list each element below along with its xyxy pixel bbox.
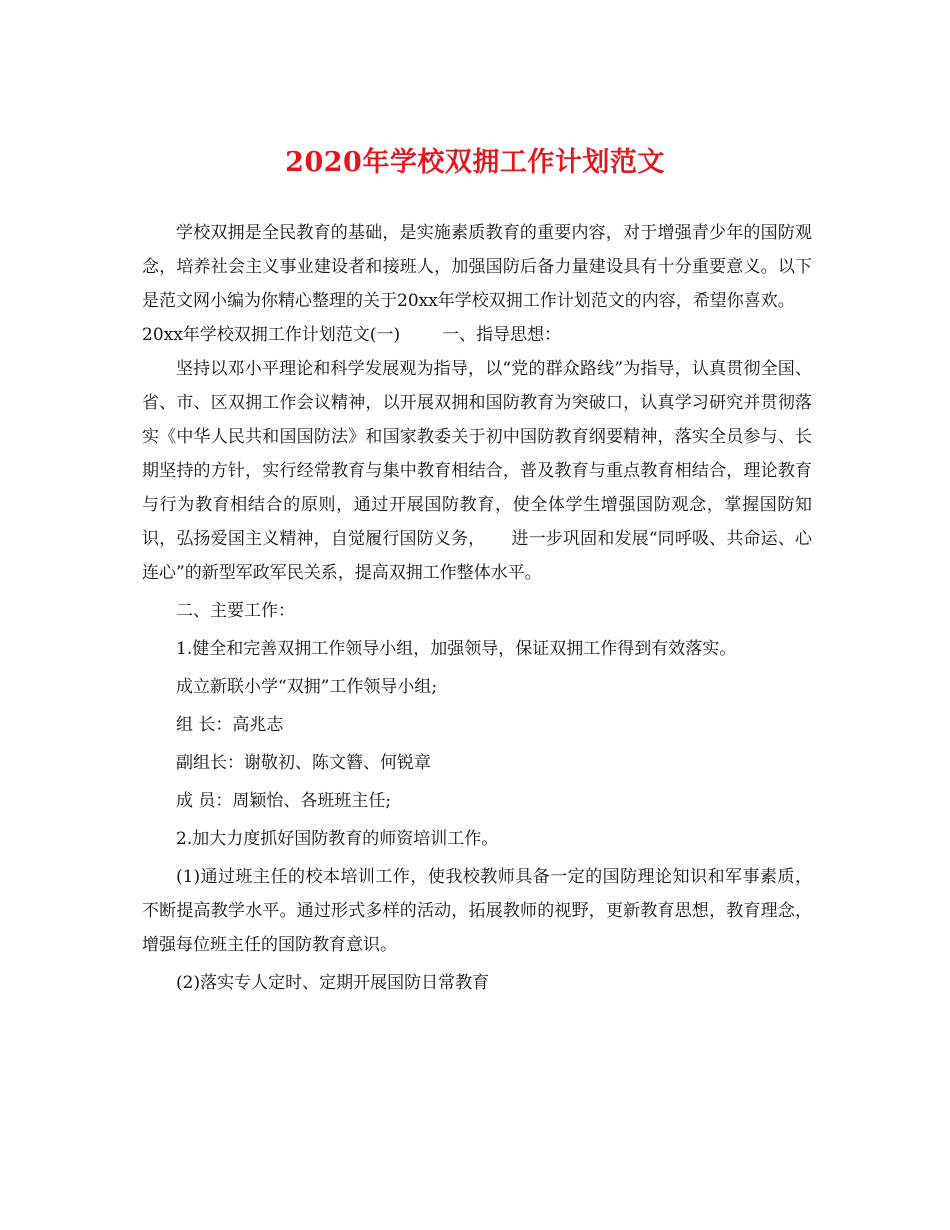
plan-title: 20xx年学校双拥工作计划范文(一) xyxy=(142,325,401,345)
work-item-2: 2.加大力度抓好国防教育的师资培训工作。 xyxy=(176,829,499,849)
leader-line: 组 长：高兆志 xyxy=(176,715,284,735)
guiding-text: 坚持以邓小平理论和科学发展观为指导，以“党的群众路线”为指导，认真贯彻全国、省、市、区双拥工作会议精神，以开展双拥和国防教育为突破口，认真学习研究并贯彻落实《中华人民共和国国防法》和国家教委关于初中国防教育纲要精神，落实全员参与、长期坚持的方针，实行经常教育与集中教育相结合，普及教育与重点教育相结合，理论教育与行为教育相结合的原则，通过开展国防教育，使全体学生增强国防观念，掌握国防知识，弘扬爱国主义精神，自觉履行国防义务， xyxy=(142,359,812,549)
sub-item-1: (1)通过班主任的校本培训工作，使我校教师具备一定的国防理论知识和军事素质，不断提高教学水平。通过形式多样的活动，拓展教师的视野，更新教育思想，教育理念，增强每位班主任的国防教育意识。 xyxy=(142,867,812,955)
work-item-1: 1.健全和完善双拥工作领导小组，加强领导，保证双拥工作得到有效落实。 xyxy=(176,639,737,659)
plan-heading-line xyxy=(142,318,812,352)
sub-item-2: (2)落实专人定时、定期开展国防日常教育 xyxy=(176,973,490,993)
guiding-paragraph xyxy=(142,352,812,590)
deputy-line: 副组长：谢敬初、陈文簪、何锐章 xyxy=(176,753,431,773)
intro-paragraph: 学校双拥是全民教育的基础，是实施素质教育的重要内容，对于增强青少年的国防观念，培养社会主义事业建设者和接班人，加强国防后备力量建设具有十分重要意义。以下是范文网小编为你精心整理的关于20xx年学校双拥工作计划范文的内容，希望你喜欢。 xyxy=(142,223,812,311)
section-heading-guiding: 一、指导思想： xyxy=(442,325,562,345)
guiding-tail-text: 进一步巩固和发展“同呼吸、共命运、心连心”的新型军政军民关系，提高双拥工作整体水平。 xyxy=(142,529,813,583)
document-title: 2020年学校双拥工作计划范文 xyxy=(285,147,665,178)
group-line: 成立新联小学“双拥”工作领导小组; xyxy=(176,677,438,697)
section-heading-main-work: 二、主要工作： xyxy=(176,601,295,621)
document-body xyxy=(142,216,812,1000)
members-line: 成 员：周颖怡、各班班主任; xyxy=(176,791,392,811)
